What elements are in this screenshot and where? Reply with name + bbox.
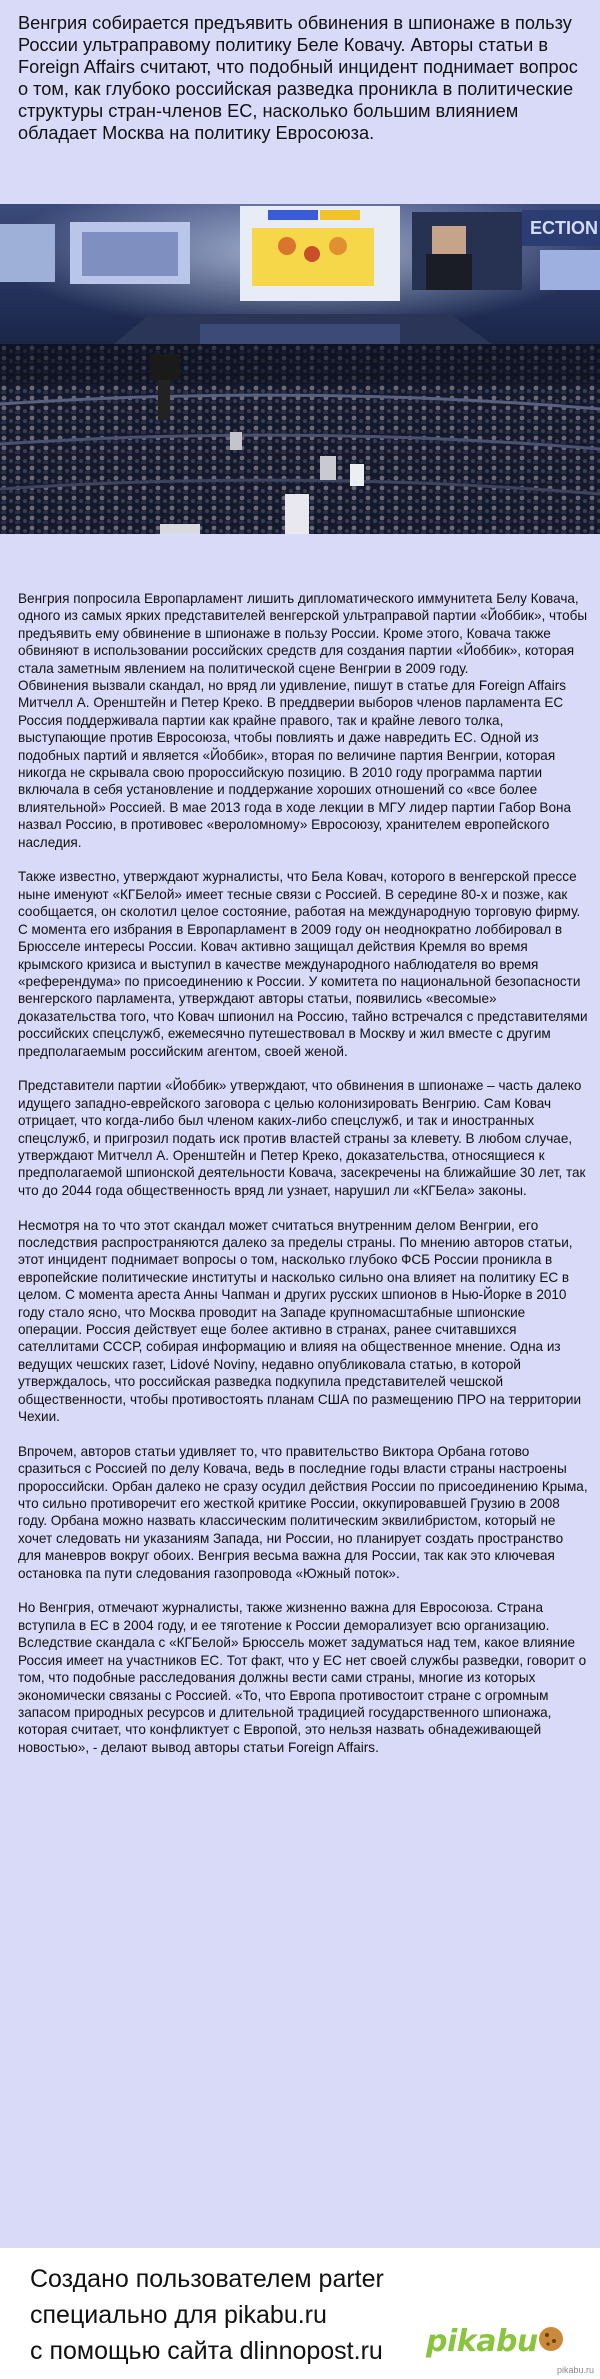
footer-line-site: специально для pikabu.ru	[30, 2301, 327, 2329]
paragraph-5: Несмотря на то что этот скандал может считаться внутренним делом Венгрии, его последствия распространяются далеко за пределы страны. По мнению авторов статьи, этот инцидент поднимает вопросы о том, насколько глубоко ФСБ России проникла в европейские политические институты и насколько сильно она влияет на политику ЕС в целом. С момента ареста Анны Чапман и других русских шпионов в Нью-Йорке в 2010 году стало ясно, что Москва проводит на Западе крупномасштабные шпионские операции. Россия действует еще более активно в странах, ранее считавшихся сателлитами СССР, собирая информацию и влияя на общественное мнение. Одна из ведущих чешских газет, Lidové Noviny, недавно опубликовала статью, в которой утверждалось, что российская разведка подкупила представителей чешской общественности, чтобы противостоять планам США по размещению ПРО на территории Чехии.	[18, 1217, 582, 1425]
paragraph-3: Также известно, утверждают журналисты, что Бела Ковач, которого в венгерской прессе ныне именуют «КГБелой» имеет тесные связи с Россией. В середине 80-х и позже, как сообщается, он сколотил целое состояние, работая на международную торговую фирму. С момента его избрания в Европарламент в 2009 году он неоднократно лоббировал в Брюсселе интересы России. Ковач активно защищал действия Кремля во время крымского кризиса и выступил в качестве международного наблюдателя во время «референдума» по присоединению к России. У комитета по национальной безопасности венгерского парламента, утверждают авторы статьи, появились «весомые» доказательства того, что Ковач шпионил на Россию, тайно встречался с представителями российских спецслужб, ежемесячно путешествовал в Москву и жил вместе с другим предполагаемым российским агентом, своей женой.	[18, 869, 588, 1059]
paragraph-1: Венгрия попросила Европарламент лишить дипломатического иммунитета Белу Ковача, одного из самых ярких представителей венгерской ультраправой партии «Йоббик», чтобы предъявить ему обвинение в шпионаже в пользу России. Кроме этого, Ковача также обвиняют в использовании российских средств для создания партии «Йоббик», которая стала заметным явлением на политической сцене Венгрии в 2009 году.	[18, 591, 588, 676]
paragraph-7: Но Венгрия, отмечают журналисты, также жизненно важна для Евросоюза. Страна вступила в ЕС в 2004 году, и ее тяготение к России деморализует всю организацию. Вследствие скандала с «КГБелой» Брюссель может задуматься над тем, какое влияние Россия имеет на участников ЕС. Тот факт, что у ЕС нет своей службы разведки, говорит о том, что подобные расследования должны вести сами страны, многие из которых экономически связаны с Россией. «То, что Европа противостоит стране с огромным запасом природных ресурсов и длительной традицией государственного шпионажа, которая считает, что конфликтует с Европой, это нельзя назвать обнадеживающей новостью», - делают вывод авторы статьи Foreign Affairs.	[18, 1600, 587, 1755]
parliament-photo	[0, 204, 600, 534]
paragraph-6: Впрочем, авторов статьи удивляет то, что правительство Виктора Орбана готово сразиться с Россией по делу Ковача, ведь в последние годы власти страны настроены пророссийски. Орбан далеко не сразу осудил действия России по присоединению Крыма, что сильно противоречит его жесткой критике России, оккупировавшей Грузию в 2008 году. Орбана можно назвать классическим политическим эквилибристом, который не хочет следовать ни указаниям Запада, ни России, но планирует создать пространство для маневров вокруг обоих. Венгрия весьма важна для России, так как это ключевая остановка па пути следования газопровода «Южный поток».	[18, 1443, 588, 1581]
screen-text: ECTION	[530, 218, 599, 238]
paragraph-2: Обвинения вызвали скандал, но вряд ли удивление, пишут в статье для Foreign Affairs Митчелл А. Оренштейн и Петер Креко. В преддверии выборов членов парламента ЕС Россия поддерживала партии как крайне правого, так и крайне левого толка, выступающие против Евросоюза, чтобы повлиять и даже навредить ЕС. Одной из подобных партий и является «Йоббик», вторая по величине партия Венгрии, которая никогда не скрывала свою пророссийскую позицию. В 2010 году программа партии включала в себя установление и поддержание хороших отношений со «все более влиятельной» Россией. В мае 2013 года в ходе лекции в МГУ лидер партии Габор Вона назвал Россию, в противовес «вероломному» Евросоюзу, хранителем европейского наследия.	[18, 678, 572, 850]
watermark: pikabu.ru	[556, 2365, 594, 2375]
footer-line-author: Создано пользователем parter	[30, 2265, 384, 2293]
article-body	[18, 590, 588, 1756]
parliament-hall-image	[0, 204, 600, 534]
cookie-icon	[538, 2326, 564, 2352]
pikabu-logo[interactable]: pikabu	[426, 2324, 538, 2359]
footer-line-generator: с помощью сайта dlinnopost.ru	[30, 2337, 383, 2365]
lead-paragraph: Венгрия собирается предъявить обвинения в шпионаже в пользу России ультраправому политику Беле Ковачу. Авторы статьи в Foreign Affairs считают, что подобный инцидент поднимает вопрос о том, как глубоко российская разведка проникла в политические структуры стран-членов ЕС, насколько большим влиянием обладает Москва на политику Евросоюза.	[18, 13, 578, 143]
paragraph-4: Представители партии «Йоббик» утверждают, что обвинения в шпионаже – часть далеко идущего западно-еврейского заговора с целью колонизировать Венгрию. Сам Ковач отрицает, что когда-либо был членом каких-либо спецслужб, и так и иностранных спецслужб, и пригрозил подать иск против властей страны за клевету. В любом случае, утверждают Митчелл А. Оренштейн и Петер Креко, доказательства, относящиеся к предполагаемой шпионской деятельности Ковача, засекречены на ближайшие 30 лет, так что до 2044 года общественность вряд ли узнает, нарушил ли «КГБела» законы.	[18, 1078, 586, 1198]
footer-credits	[0, 2248, 600, 2379]
